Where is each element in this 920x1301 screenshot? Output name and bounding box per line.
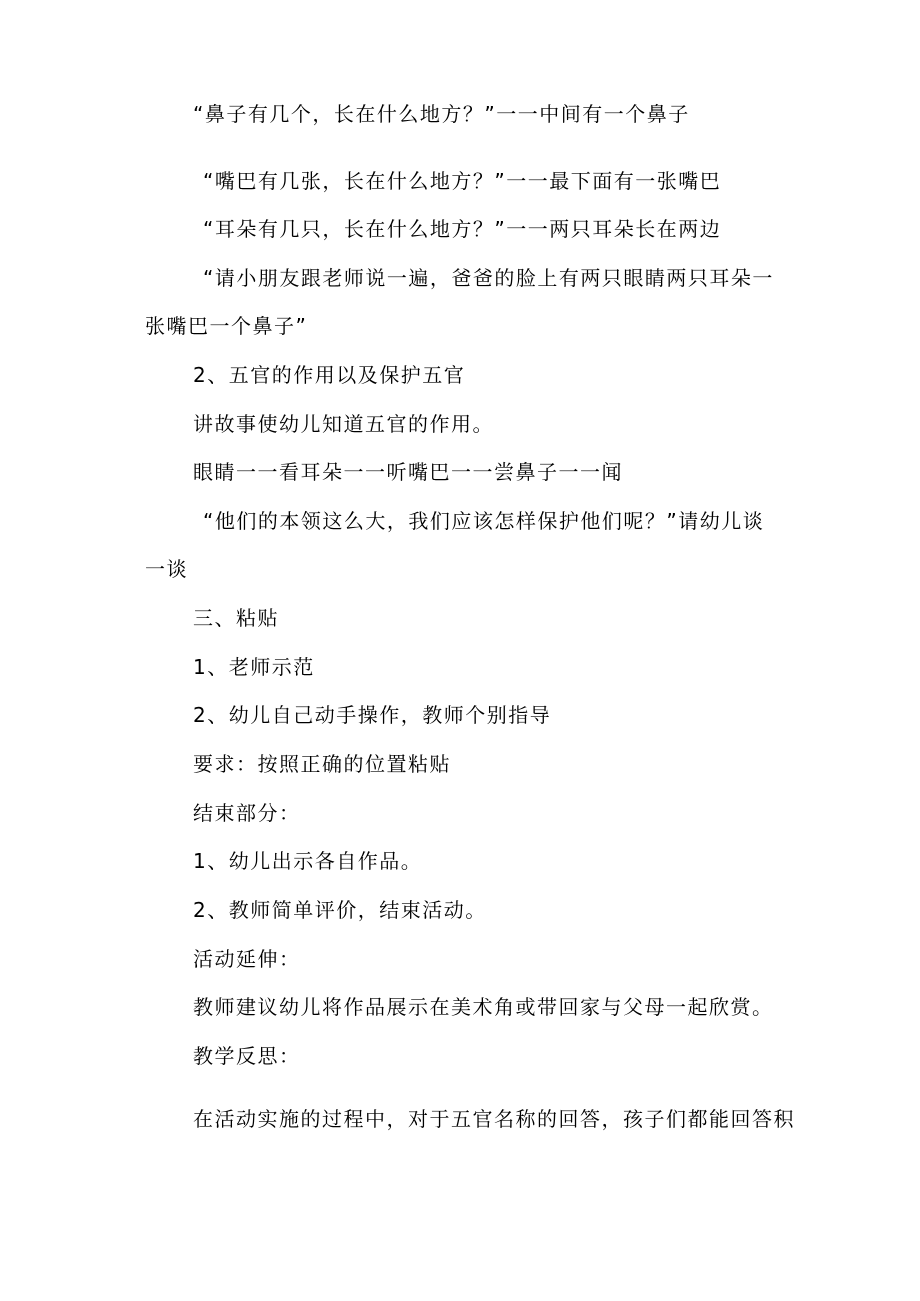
text-line: 眼睛一一看耳朵一一听嘴巴一一尝鼻子一一闻	[193, 460, 623, 484]
section-heading: 2、五官的作用以及保护五官	[193, 363, 466, 387]
text-line: “嘴巴有几张，长在什么地方？”一一最下面有一张嘴巴	[203, 169, 722, 193]
text-line: 教师建议幼儿将作品展示在美术角或带回家与父母一起欣赏。	[193, 995, 774, 1019]
list-item: 2、幼儿自己动手操作，教师个别指导	[193, 703, 552, 727]
text-line: 要求：按照正确的位置粘贴	[193, 752, 451, 776]
list-item: 1、老师示范	[193, 655, 315, 679]
text-line: “他们的本领这么大，我们应该怎样保护他们呢？”请幼儿谈	[203, 509, 765, 533]
section-heading: 三、粘贴	[193, 606, 279, 630]
text-line: “鼻子有几个，长在什么地方？”一一中间有一个鼻子	[193, 102, 690, 126]
section-heading: 结束部分：	[193, 801, 301, 825]
text-line: 一谈	[145, 557, 188, 581]
list-item: 1、幼儿出示各自作品。	[193, 849, 423, 873]
list-item: 2、教师简单评价，结束活动。	[193, 898, 487, 922]
text-line: “耳朵有几只，长在什么地方？”一一两只耳朵长在两边	[203, 217, 722, 241]
section-heading: 活动延伸：	[193, 947, 301, 971]
text-line: “请小朋友跟老师说一遍，爸爸的脸上有两只眼睛两只耳朵一	[203, 266, 774, 290]
section-heading: 教学反思：	[193, 1044, 301, 1068]
text-line: 张嘴巴一个鼻子”	[145, 314, 308, 338]
text-line: 在活动实施的过程中，对于五官名称的回答，孩子们都能回答积	[193, 1107, 795, 1131]
text-line: 讲故事使幼儿知道五官的作用。	[193, 412, 494, 436]
